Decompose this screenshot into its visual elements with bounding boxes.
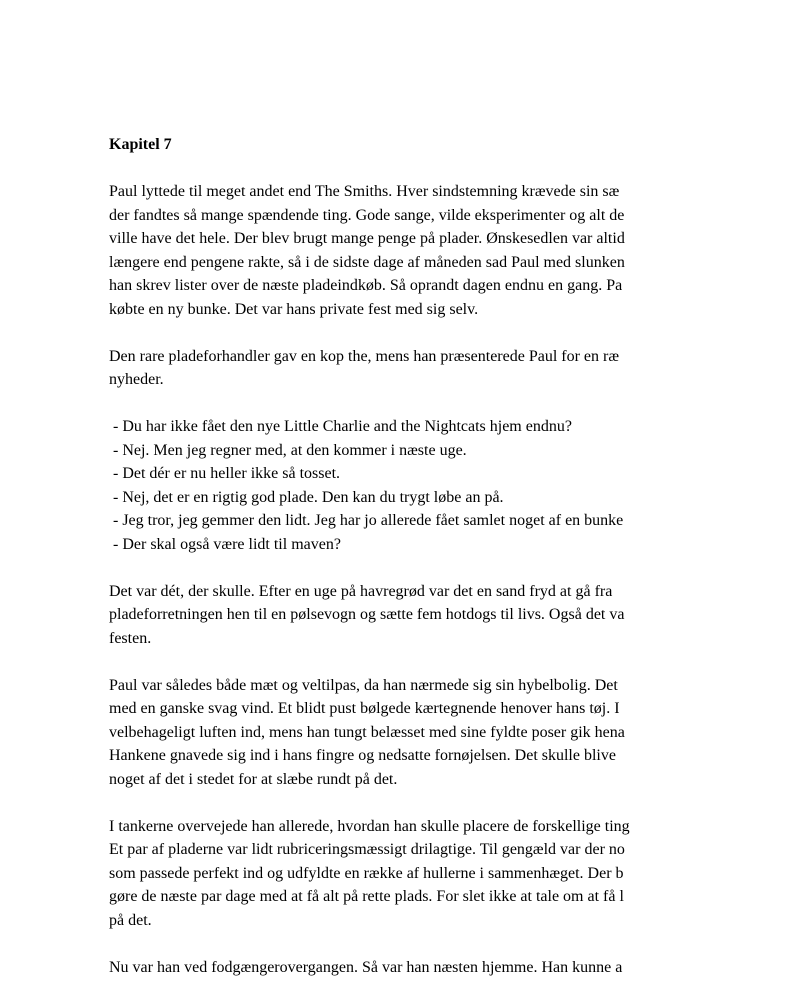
- paragraph: [109, 674, 809, 792]
- dialogue-line: - Nej. Men jeg regner med, at den kommer i næste uge.: [113, 441, 467, 459]
- dialogue-line: - Nej, det er en rigtig god plade. Den kan du trygt løbe an på.: [113, 488, 504, 506]
- text-line: han skrev lister over de næste pladeindkøb. Så oprandt dagen endnu en gang. Pa: [109, 277, 623, 294]
- paragraph: [109, 956, 809, 980]
- dialogue-line: - Det dér er nu heller ikke så tosset.: [113, 465, 341, 482]
- text-line: Paul var således både mæt og veltilpas, da han nærmede sig sin hybelbolig. Det: [109, 676, 618, 694]
- chapter-title: Kapitel 7: [109, 136, 172, 153]
- paragraph: [109, 580, 809, 651]
- text-line: Et par af pladerne var lidt rubriceringsmæssigt drilagtige. Til gengæld var der no: [109, 841, 625, 858]
- dialogue-line: - Jeg tror, jeg gemmer den lidt. Jeg har jo allerede fået samlet noget af en bunke: [113, 512, 624, 529]
- dialogue-block: [109, 415, 809, 556]
- text-line: på det.: [109, 911, 152, 929]
- paragraph: [109, 345, 809, 392]
- dialogue-line: - Du har ikke fået den nye Little Charlie and the Nightcats hjem endnu?: [113, 418, 572, 435]
- text-line: I tankerne overvejede han allerede, hvordan han skulle placere de forskellige ting: [109, 817, 630, 835]
- text-line: Paul lyttede til meget andet end The Smiths. Hver sindstemning krævede sin sæ: [109, 183, 620, 200]
- text-line: Det var dét, der skulle. Efter en uge på havregrød var det en sand fryd at gå fra: [109, 582, 613, 600]
- paragraph: [109, 180, 809, 321]
- document-body: [109, 133, 809, 1003]
- paragraph: [109, 815, 809, 933]
- text-line: Nu var han ved fodgængerovergangen. Så var han næsten hjemme. Han kunne a: [109, 958, 623, 976]
- text-line: pladeforretningen hen til en pølsevogn og sætte fem hotdogs til livs. Også det va: [109, 606, 625, 623]
- text-line: gøre de næste par dage med at få alt på rette plads. For slet ikke at tale om at få l: [109, 888, 624, 905]
- text-line: nyheder.: [109, 371, 164, 388]
- text-line: som passede perfekt ind og udfyldte en række af hullerne i sammenhæget. Der b: [109, 864, 624, 882]
- text-line: Den rare pladeforhandler gav en kop the, mens han præsenterede Paul for en ræ: [109, 347, 620, 365]
- text-line: ville have det hele. Der blev brugt mange penge på plader. Ønskesedlen var altid: [109, 230, 625, 247]
- text-line: festen.: [109, 629, 152, 647]
- text-line: længere end pengene rakte, så i de sidste dage af måneden sad Paul med slunken: [109, 253, 625, 271]
- text-line: der fandtes så mange spændende ting. Gode sange, vilde eksperimenter og alt de: [109, 206, 625, 224]
- text-line: velbehageligt luften ind, mens han tungt belæsset med sine fyldte poser gik hena: [109, 723, 625, 741]
- text-line: med en ganske svag vind. Et blidt pust bølgede kærtegnende henover hans tøj. I: [109, 700, 620, 717]
- dialogue-line: - Der skal også være lidt til maven?: [113, 535, 341, 553]
- text-line: købte en ny bunke. Det var hans private fest med sig selv.: [109, 300, 479, 318]
- text-line: noget af det i stedet for at slæbe rundt på det.: [109, 770, 398, 788]
- text-line: Hankene gnavede sig ind i hans fingre og nedsatte fornøjelsen. Det skulle blive: [109, 747, 616, 764]
